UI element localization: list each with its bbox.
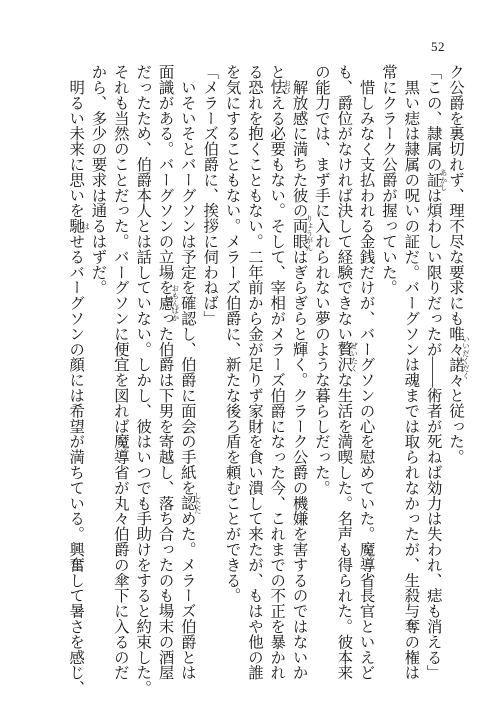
text-segment: った伯爵は下男を寄越し、落ち合ったのも場末の酒屋 (156, 310, 174, 681)
text-line (421, 64, 449, 698)
ruby-word (268, 79, 292, 95)
text-line (399, 64, 421, 698)
ruby-base: 認 (178, 495, 196, 511)
text-line (153, 64, 180, 698)
text-line (377, 64, 399, 698)
ruby-word (67, 218, 91, 234)
text-segment: めた。メラーズ伯爵とは (178, 510, 196, 681)
text-segment: 常にクラーク公爵が握っていた。 (379, 64, 397, 295)
text-segment: 明るい未来に思いを (67, 64, 85, 218)
text-segment: る恐れを抱くこともない。二年前から金が足りず家財を食い潰して来たが、もはや他の誰 (245, 64, 263, 680)
ruby-text: したた (193, 491, 203, 515)
text-segment: それも当然のことだった。バーグソンに便宜を図れば魔導省が丸々伯爵の傘下に入るのだ (111, 64, 129, 680)
text-segment: の能力では、まず手に入れられない夢のような暮らしだった。 (312, 64, 330, 496)
page-number: 52 (431, 39, 445, 54)
text-segment: 面識がある。バーグソンの立場を (156, 64, 174, 295)
text-line (354, 64, 376, 698)
ruby-base: 贅沢 (335, 341, 353, 373)
text-segment: も、爵位がなければ決して経験できない (335, 64, 353, 342)
ruby-text: は (81, 222, 91, 230)
text-segment: な生活を満喫した。名声も得られた。彼本来 (335, 372, 353, 681)
ruby-base: 証 (424, 171, 442, 188)
text-segment: 黒い痣は隷属の呪いの証だ。バーグソンは魂までは取られなかったが、生殺与奪の権は (402, 64, 420, 680)
text-line (287, 64, 314, 698)
text-segment: せるバーグソンの顔には希望が満ちている。興奮して暑さを感じ、 (67, 233, 85, 696)
ruby-word (156, 284, 180, 322)
text-segment: 「この、隷属の (424, 64, 442, 172)
text-line (176, 64, 203, 698)
text-line (86, 64, 108, 698)
ruby-text: あかし (439, 168, 449, 191)
ruby-base: 唯々諾々 (447, 325, 464, 388)
ruby-text: いいだくだく (461, 334, 471, 379)
text-segment: から、多少の要求は通るはずだ。 (89, 64, 107, 295)
ruby-word (335, 341, 359, 373)
text-line (198, 64, 220, 698)
ruby-word (447, 325, 471, 388)
ruby-base: 怯 (268, 79, 286, 95)
text-segment: いそいそとバーグソンは予定を確認し、伯爵に面会の手紙を (178, 64, 196, 496)
ruby-base: 慮 (156, 295, 174, 311)
text-segment: える必要もない。そして、宰相がメラーズ伯爵になった今、これまでの不正を暴かれ (268, 94, 286, 681)
text-segment: 惜しみなく支払われる金銭だけが、バーグソンの心を慰めていた。魔導省長官といえど (357, 64, 375, 680)
text-segment: と従った。 (447, 387, 464, 465)
text-line (332, 64, 359, 698)
text-body (63, 64, 471, 698)
text-segment: 解放感に満ちた彼の (290, 64, 308, 218)
text-line (265, 64, 292, 698)
text-line (310, 64, 332, 698)
text-line (220, 64, 242, 698)
text-segment: と (268, 64, 286, 80)
text-segment: 「メラーズ伯爵に、挨拶に伺わねば」 (201, 64, 219, 326)
ruby-word (424, 168, 449, 191)
ruby-base: 馳 (67, 218, 85, 234)
ruby-text: りょうがん (305, 214, 314, 252)
ruby-text: おもんぱか (170, 284, 180, 322)
text-line (444, 64, 471, 698)
text-segment: を気にすることもない。メラーズ伯爵に、新たな後ろ盾を頼むことができる。 (223, 64, 241, 603)
text-line (109, 64, 131, 698)
ruby-text: おび (282, 79, 292, 95)
text-segment: は煩わしい限りだったが——術者が死ねば効力は失われ、痣も消える」 (424, 187, 442, 680)
text-line (243, 64, 265, 698)
text-line (64, 64, 91, 698)
ruby-word (178, 491, 203, 515)
text-segment: はぎらぎらと輝く。クラーク公爵の機嫌を害するのではないか (290, 248, 308, 681)
text-line (131, 64, 153, 698)
ruby-base: 両眼 (290, 218, 308, 249)
ruby-word (290, 214, 314, 252)
text-segment: ク公爵を裏切れず、理不尽な要求にも (447, 64, 464, 326)
ruby-text: ぜいたく (349, 341, 359, 372)
text-segment: だったため、伯爵本人とは話していない。しかし、彼はいつでも手助けをすると約束した。 (134, 64, 152, 696)
